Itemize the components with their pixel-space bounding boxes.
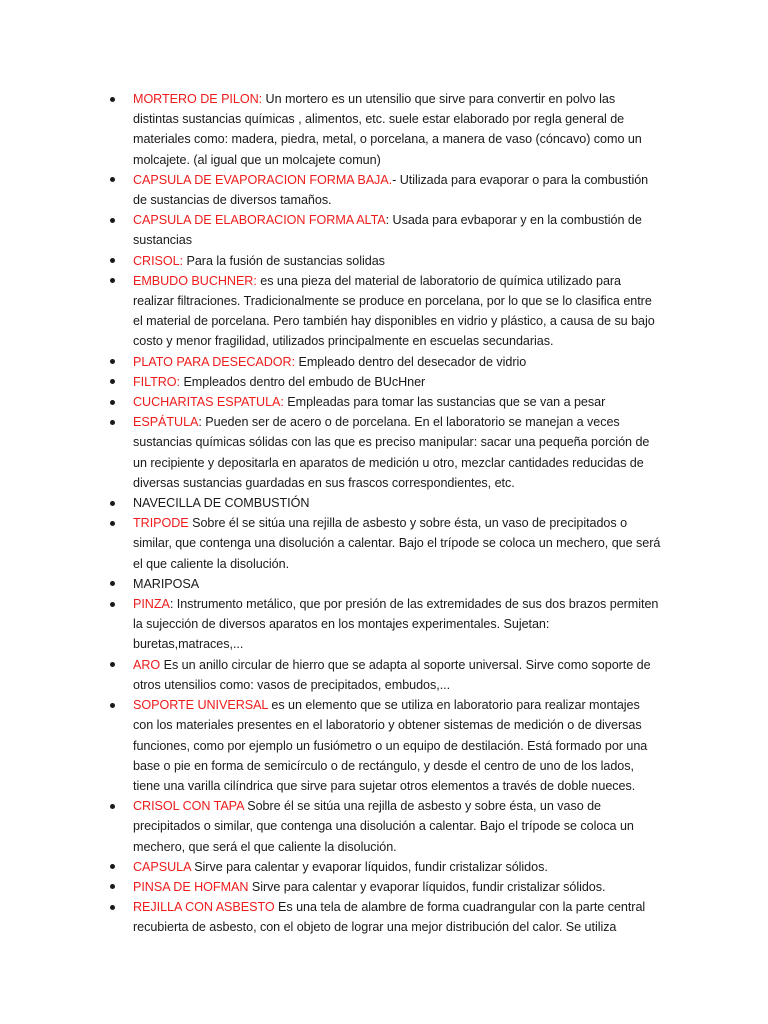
list-item	[133, 412, 661, 493]
item-description: Para la fusión de sustancias solidas	[183, 253, 385, 268]
bullet-icon	[110, 521, 115, 526]
item-description: Empleado dentro del desecador de vidrio	[295, 354, 527, 369]
item-description: Es un anillo circular de hierro que se adapta al soporte universal. Sirve como soporte de otros utensilios como: vasos de precipitados, embudos,...	[133, 657, 651, 692]
bullet-icon	[110, 581, 115, 586]
bullet-icon	[110, 804, 115, 809]
item-term: MORTERO DE PILON:	[133, 92, 263, 106]
bullet-icon	[110, 379, 115, 384]
item-term: ESPÁTULA	[133, 415, 199, 430]
item-term: TRIPODE	[133, 516, 189, 531]
bullet-icon	[110, 177, 115, 182]
item-description: Sirve para calentar y evaporar líquidos, fundir cristalizar sólidos.	[190, 859, 548, 874]
bullet-icon	[110, 703, 115, 708]
bullet-icon	[110, 359, 115, 364]
item-description: - Utilizada para evaporar o para la combustión de sustancias de diversos tamaños.	[133, 172, 649, 208]
item-term: EMBUDO BUCHNER:	[133, 273, 257, 288]
item-description: MARIPOSA	[133, 576, 200, 591]
list-item	[133, 493, 661, 513]
item-description: Un mortero es un utensilio que sirve para convertir en polvo las distintas sustancias químicas , alimentos, etc. suele estar elaborado por regla general de materiales como: madera, piedra, metal, o porcelana, a manera de vaso (cóncavo) como un molcajete. (al igual que un molcajete comun)	[133, 92, 642, 167]
item-term: CUCHARITAS ESPATULA:	[133, 395, 284, 410]
item-term: FILTRO:	[133, 374, 180, 389]
item-term: REJILLA CON ASBESTO	[133, 900, 275, 915]
bullet-icon	[110, 884, 115, 889]
item-term: ARO	[133, 657, 161, 672]
bullet-icon	[110, 662, 115, 667]
item-term: PLATO PARA DESECADOR:	[133, 354, 296, 369]
list-item	[133, 695, 661, 796]
item-description: Empleados dentro del embudo de BUcHner	[180, 374, 426, 389]
item-term: CRISOL:	[133, 253, 184, 268]
item-description: : Pueden ser de acero o de porcelana. En el laboratorio se manejan a veces sustancias químicas sólidas con las que es preciso manipular: sacar una pequeña porción de un recipiente y depositarla en aparatos de medición u otro, mezclar cantidades reducidas de diversas sustancias guardadas en sus frascos correspondientes, etc.	[133, 415, 650, 490]
list-item	[133, 170, 661, 210]
list-item	[133, 796, 661, 857]
item-description: : Instrumento metálico, que por presión de las extremidades de sus dos brazos permiten la sujección de diversos aparatos en los montajes experimentales. Sujetan: buretas,matraces,...	[133, 597, 659, 652]
list-item	[133, 372, 661, 392]
list-item	[133, 352, 661, 372]
item-description: es un elemento que se utiliza en laboratorio para realizar montajes con los materiales presentes en el laboratorio y obtener sistemas de medición o de diversas funciones, como por ejemplo un fusiómetro o un equipo de destilación. Está formado por una base o pie en forma de semicírculo o de rectángulo, y desde el centro de uno de los lados, tiene una varilla cilíndrica que sirve para sujetar otros elementos a través de doble nueces.	[133, 698, 648, 793]
list-item	[133, 210, 661, 250]
item-term: CAPSULA DE EVAPORACION FORMA BAJA.	[133, 172, 393, 187]
list-item	[133, 271, 661, 352]
list-item	[133, 877, 661, 897]
list-item	[133, 574, 661, 594]
bullet-icon	[110, 278, 115, 283]
item-description: Sobre él se sitúa una rejilla de asbesto y sobre ésta, un vaso de precipitados o similar, que contenga una disolución a calentar. Bajo el trípode se coloca un mechero, que será el que caliente la disolución.	[133, 516, 661, 571]
item-description: Es una tela de alambre de forma cuadrangular con la parte central recubierta de asbesto, con el objeto de lograr una mejor distribución del calor. Se utiliza	[133, 900, 646, 935]
list-item	[133, 392, 661, 412]
bullet-icon	[110, 864, 115, 869]
item-term: PINZA	[133, 597, 170, 612]
bullet-icon	[110, 501, 115, 506]
bullet-icon	[110, 400, 115, 405]
list-item	[133, 655, 661, 695]
item-term: CAPSULA	[133, 859, 191, 874]
list-item	[133, 89, 661, 170]
item-description: Empleadas para tomar las sustancias que se van a pesar	[283, 395, 606, 410]
bullet-icon	[110, 218, 115, 223]
item-description: Sirve para calentar y evaporar líquidos, fundir cristalizar sólidos.	[248, 879, 606, 894]
item-description: NAVECILLA DE COMBUSTIÓN	[133, 496, 310, 511]
item-description: Sobre él se sitúa una rejilla de asbesto y sobre ésta, un vaso de precipitados o similar, que contenga una disolución a calentar. Bajo el trípode se coloca un mechero, que será el que caliente la disolución.	[133, 799, 634, 854]
list-item	[133, 857, 661, 877]
item-description: : Usada para evbaporar y en la combustión de sustancias	[133, 213, 642, 248]
item-term: CRISOL CON TAPA	[133, 799, 244, 814]
bullet-icon	[110, 258, 115, 263]
item-description: es una pieza del material de laboratorio de química utilizado para realizar filtraciones. Tradicionalmente se produce en porcelana, por lo que se lo clasifica entre el material de porcelana. Pero también hay disponibles en vidrio y plástico, a causa de su bajo costo y menor fragilidad, utilizados principalmente en escuelas secundarias.	[133, 273, 655, 349]
item-term: SOPORTE UNIVERSAL	[133, 698, 268, 713]
list-item	[133, 897, 661, 937]
list-item	[133, 513, 661, 574]
bullet-icon	[110, 420, 115, 425]
bullet-icon	[110, 905, 115, 910]
bullet-icon	[110, 602, 115, 607]
list-item	[133, 251, 661, 271]
item-term: CAPSULA DE ELABORACION FORMA ALTA	[133, 213, 386, 228]
bullet-icon	[110, 97, 115, 102]
list-item	[133, 594, 661, 655]
lab-equipment-list	[133, 89, 661, 938]
item-term: PINSA DE HOFMAN	[133, 879, 249, 894]
